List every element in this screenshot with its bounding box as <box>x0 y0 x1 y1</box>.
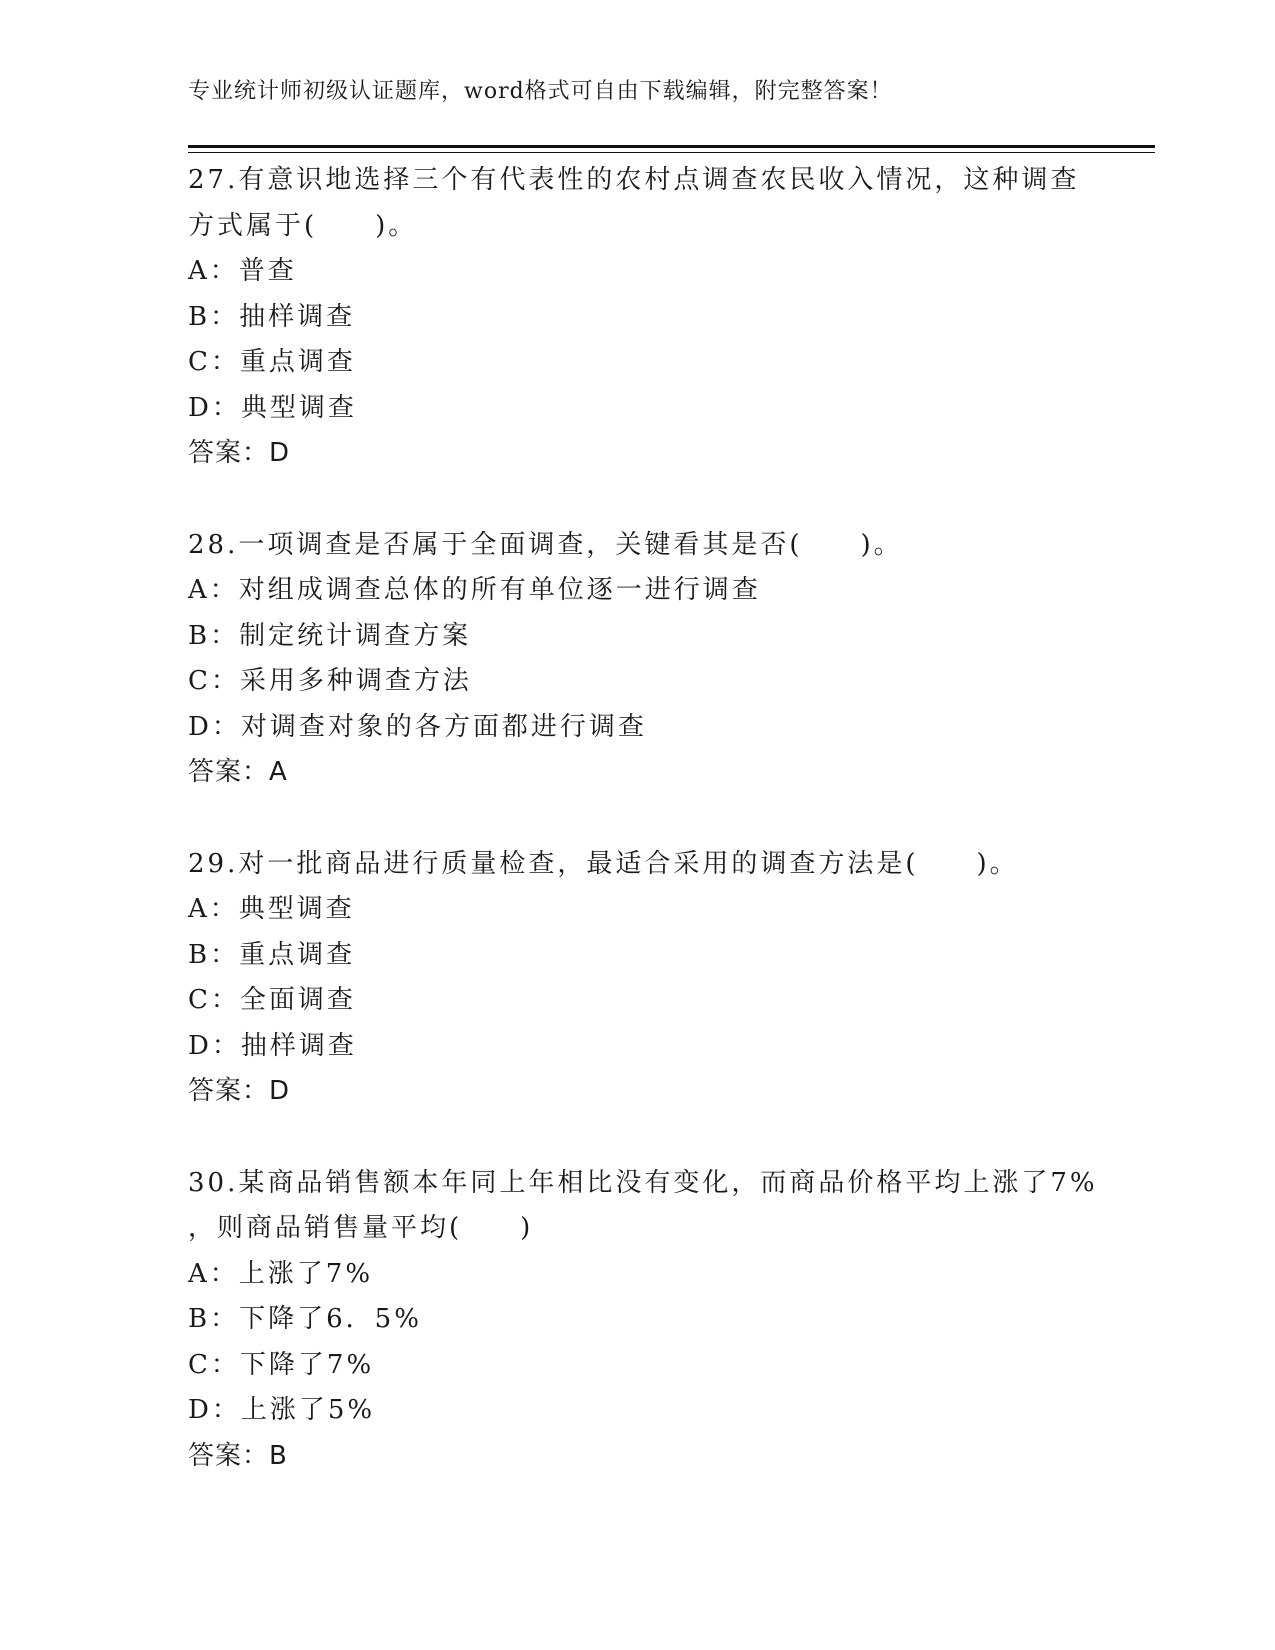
option-a <box>188 568 1088 614</box>
option-text: 上涨了7% <box>238 1258 374 1289</box>
question-30 <box>188 1161 1098 1480</box>
header-rule-thin <box>188 152 1155 153</box>
answer-line: 答案：D <box>188 438 291 468</box>
option-label: D： <box>188 392 241 423</box>
option-text: 全面调查 <box>239 985 356 1015</box>
option-label: B： <box>188 620 240 651</box>
question-number: 27. <box>188 165 239 195</box>
answer-line: 答案：A <box>188 757 288 787</box>
question-number: 30. <box>188 1167 239 1198</box>
question-text: 有意识地选择三个有代表性的农村点调查农民收入情况，这种调查 <box>238 165 1080 195</box>
question-stem-line <box>188 158 1088 204</box>
option-label: C： <box>188 347 240 377</box>
option-text: 采用多种调查方法 <box>239 666 472 696</box>
option-c <box>188 978 1088 1024</box>
question-stem-line <box>188 1161 1098 1207</box>
option-label: B： <box>188 1304 240 1334</box>
option-c <box>188 1343 1088 1389</box>
question-list <box>188 158 1098 1525</box>
option-text: 下降了6．5% <box>239 1304 422 1334</box>
question-29 <box>188 842 1088 1115</box>
question-stem-line: 方式属于( )。 <box>188 210 418 241</box>
option-text: 下降了7% <box>239 1349 375 1380</box>
option-text: 典型调查 <box>240 392 357 423</box>
option-label: A： <box>188 894 239 924</box>
question-text: 对一批商品进行质量检查，最适合采用的调查方法是( )。 <box>238 848 1019 879</box>
question-stem-line <box>188 523 1088 569</box>
question-text: 某商品销售额本年同上年相比没有变化，而商品价格平均上涨了7% <box>238 1167 1098 1198</box>
option-text: 对组成调查总体的所有单位逐一进行调查 <box>238 575 761 605</box>
option-d <box>188 1024 1088 1070</box>
header-rule-thick <box>188 145 1155 148</box>
option-label: A： <box>188 1258 239 1289</box>
option-text: 上涨了5% <box>240 1395 376 1425</box>
option-c <box>188 659 1088 705</box>
option-b <box>188 295 1088 341</box>
option-c <box>188 340 1088 386</box>
option-b <box>188 933 1088 979</box>
option-label: C： <box>188 666 240 696</box>
option-text: 抽样调查 <box>240 1030 357 1061</box>
option-b <box>188 614 1088 660</box>
option-d <box>188 705 1088 751</box>
option-label: C： <box>188 1349 240 1380</box>
question-text: 一项调查是否属于全面调查，关键看其是否( )。 <box>238 529 903 560</box>
option-label: D： <box>188 1030 241 1061</box>
answer-line: 答案：B <box>188 1440 288 1471</box>
option-text: 对调查对象的各方面都进行调查 <box>240 711 647 742</box>
question-number: 29. <box>188 848 239 879</box>
option-label: D： <box>188 711 241 742</box>
option-text: 重点调查 <box>239 347 356 377</box>
option-b <box>188 1297 1088 1343</box>
question-stem-line <box>188 842 1088 888</box>
page-header: 专业统计师初级认证题库，word格式可自由下载编辑，附完整答案！ <box>188 79 893 104</box>
option-a <box>188 887 1088 933</box>
option-label: A： <box>188 256 239 286</box>
question-27 <box>188 158 1088 477</box>
option-a <box>188 1252 1088 1298</box>
option-d <box>188 1388 1088 1434</box>
question-number: 28. <box>188 529 239 560</box>
option-label: A： <box>188 575 239 605</box>
option-label: B： <box>188 939 240 970</box>
option-text: 普查 <box>238 256 297 286</box>
option-text: 制定统计调查方案 <box>239 620 472 651</box>
option-label: D： <box>188 1395 241 1425</box>
answer-line: 答案：D <box>188 1076 291 1106</box>
option-a <box>188 249 1088 295</box>
option-text: 重点调查 <box>239 939 356 970</box>
option-label: C： <box>188 985 240 1015</box>
question-28 <box>188 523 1088 796</box>
option-text: 抽样调查 <box>239 301 356 332</box>
option-label: B： <box>188 301 240 332</box>
option-d <box>188 386 1088 432</box>
question-stem-line: ，则商品销售量平均( ) <box>188 1213 534 1243</box>
option-text: 典型调查 <box>238 894 355 924</box>
